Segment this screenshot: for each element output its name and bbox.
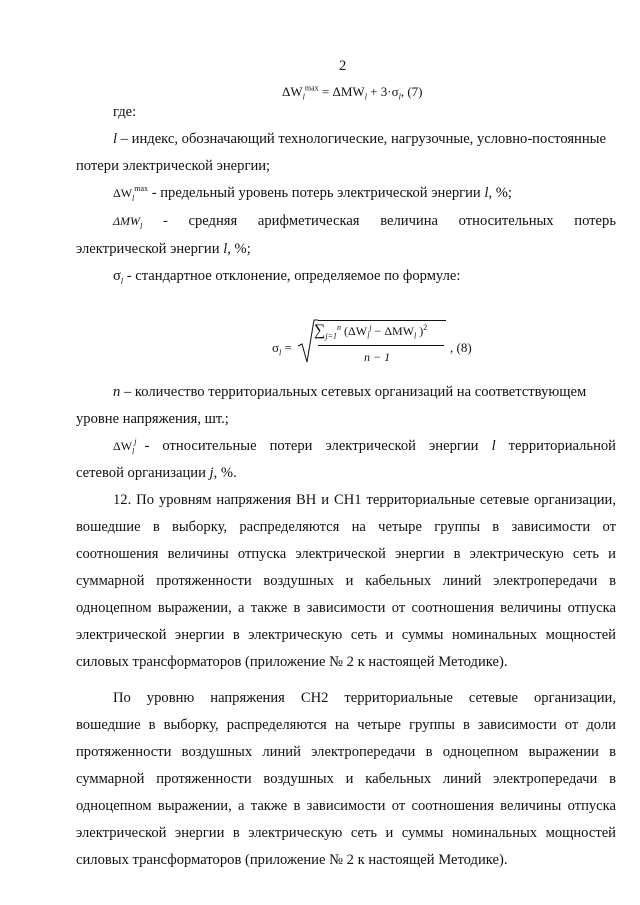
formula8-denominator: n − 1 <box>364 350 391 364</box>
def-wj-symbol-wrap <box>113 438 137 455</box>
def-mw-word: величина <box>380 213 438 229</box>
paragraph-line: силовых трансформаторов (приложение № 2 к настоящей Методике). <box>76 852 508 868</box>
paragraph-line: электрической энергии в электрическую сеть и суммы номинальных мощностей <box>76 825 616 841</box>
def-wj-line1-tail: территориальной <box>495 438 616 454</box>
formula8-tag: , (8) <box>450 340 472 355</box>
definition-wmax <box>113 185 512 202</box>
def-wj-symbol: ΔW <box>113 439 133 453</box>
formula7-mid-sub: l <box>364 92 367 102</box>
fraction-bar <box>318 345 444 346</box>
radical-overline <box>318 320 446 321</box>
formula7-lhs-sup: max <box>304 83 319 93</box>
formula8-eq: = <box>284 340 292 355</box>
definition-n-cont: уровне напряжения, шт.; <box>76 411 229 427</box>
def-wmax-tail: , %; <box>488 185 512 201</box>
paragraph-line: суммарной протяженности воздушных и кабельных линий электропередачи в <box>76 573 616 589</box>
definition-sigma <box>113 268 460 285</box>
formula8-lhs <box>272 340 292 356</box>
def-wmax-sub: l <box>132 193 135 203</box>
def-mw-word: - <box>162 213 168 229</box>
def-mw-word: средняя <box>188 213 238 229</box>
definition-wj <box>113 438 616 455</box>
paragraph-line: соотношения величины отпуска электрической энергии в электрическую сеть и <box>76 546 616 562</box>
definition-n <box>113 384 586 401</box>
formula-7 <box>282 84 423 100</box>
formula8-sigma-sub: l <box>279 348 282 358</box>
def-wj-line2-tail: , %. <box>213 465 237 481</box>
def-wmax-text: - предельный уровень потерь электрической энергии <box>148 185 485 201</box>
def-wj-sub: l <box>132 446 135 456</box>
def-mw-symbol-wrap <box>113 213 142 230</box>
def-mw-cont-var: l <box>223 241 228 257</box>
def-wj-var: l <box>491 438 496 454</box>
def-mw-sub: l <box>140 221 143 231</box>
def-sigma-sub: l <box>120 276 124 286</box>
paragraph-line: одноцепном выражении, а также в зависимости от соотношения величины отпуска <box>76 798 616 814</box>
num-mid: − ΔMW <box>371 324 415 338</box>
num-sup: j <box>369 323 372 332</box>
formula7-lhs: ΔW <box>282 84 303 99</box>
sum-symbol: ∑ <box>314 322 326 339</box>
def-n-line1: – количество территориальных сетевых организаций на соответствующем <box>120 384 587 400</box>
def-wj-var2: j <box>209 465 214 481</box>
num-end: ) <box>416 324 424 338</box>
paragraph-line: силовых трансформаторов (приложение № 2 к настоящей Методике). <box>76 654 508 670</box>
formula7-lhs-sub: l <box>302 92 305 102</box>
def-mw-cont-text: электрической энергии <box>76 241 224 257</box>
page-number: 2 <box>339 58 347 74</box>
def-wj-text <box>145 438 616 455</box>
def-mw-word: относительных <box>458 213 554 229</box>
def-wmax-symbol: ΔW <box>113 186 133 200</box>
num-sub: l <box>367 331 370 341</box>
num-sub2: l <box>414 331 417 341</box>
paragraph-line: суммарной протяженности воздушных и кабельных линий электропередачи в <box>76 771 616 787</box>
def-wj-line2: сетевой организации <box>76 465 210 481</box>
sum-upper: n <box>337 323 342 332</box>
def-wmax-sup: max <box>134 184 149 194</box>
sum-lower: j=1 <box>325 331 338 341</box>
def-mw-word: арифметическая <box>257 213 360 229</box>
def-wj-sup: j <box>134 437 137 447</box>
def-mw-cont-tail: , %; <box>227 241 251 257</box>
def-mw-word: потерь <box>574 213 616 229</box>
formula7-sigma-sub: l <box>398 92 401 102</box>
paragraph-line: вошедшие в выборку, распределяются на четыре группы в зависимости от доли <box>76 717 616 733</box>
formula7-rest: + 3·σ <box>370 84 399 99</box>
def-wj-line1: - относительные потери электрической энергии <box>144 438 492 454</box>
definition-mw <box>113 213 616 230</box>
paragraph-line: По уровню напряжения СН2 территориальные сетевые организации, <box>113 690 616 706</box>
where-label: где: <box>113 104 137 120</box>
definition-mw-cont <box>76 241 251 258</box>
paragraph-line: вошедшие в выборку, распределяются на четыре группы в зависимости от <box>76 519 616 535</box>
def-mw-symbol: ΔMW <box>113 214 141 228</box>
def-l-symbol: l <box>113 131 118 147</box>
formula8-sigma: σ <box>272 340 280 355</box>
def-l-text: – индекс, обозначающий технологические, нагрузочные, условно-постоянные <box>117 131 606 147</box>
definition-l <box>113 131 606 148</box>
paragraph-line: протяженности воздушных линий электропередачи в одноцепном выражении в <box>76 744 616 760</box>
formula7-eq: = ΔMW <box>321 84 365 99</box>
paragraph-line: электрической энергии в электрическую сеть и суммы номинальных мощностей <box>76 627 616 643</box>
definition-l-cont: потери электрической энергии; <box>76 158 271 174</box>
paragraph-line: одноцепном выражении, а также в зависимости от соотношения величины отпуска <box>76 600 616 616</box>
num-square: 2 <box>423 323 428 332</box>
def-sigma-text: - стандартное отклонение, определяемое по формуле: <box>123 268 461 284</box>
num-delta-w: (ΔW <box>344 324 368 338</box>
definition-wj-cont <box>76 465 237 482</box>
formula7-tag: , (7) <box>400 84 423 99</box>
def-n-symbol: n <box>113 384 121 400</box>
def-wmax-var: l <box>484 185 489 201</box>
formula8-numerator <box>314 322 427 340</box>
paragraph-line: 12. По уровням напряжения ВН и СН1 территориальные сетевые организации, <box>113 492 616 508</box>
def-sigma-symbol: σ <box>113 268 121 284</box>
